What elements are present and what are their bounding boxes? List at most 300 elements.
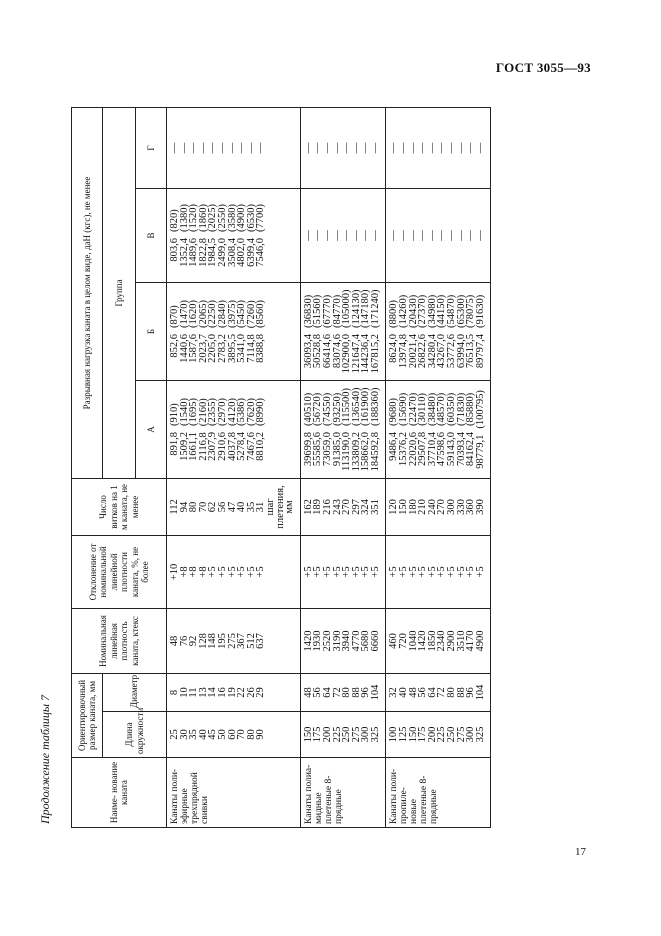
rope-name: Канаты полиа- мидные плетеные 8-прядные	[300, 758, 386, 828]
twists-value: 270	[436, 499, 448, 515]
diam-value: 32	[388, 687, 400, 698]
twists-value: 300	[446, 499, 458, 515]
twists-value: 243	[331, 499, 343, 515]
deviation-value: +5	[465, 566, 477, 578]
deviation-value: +5	[236, 566, 248, 578]
circ-value: 325	[369, 726, 381, 743]
density-value: 4170	[465, 630, 477, 652]
deviation-value: +8	[188, 566, 200, 578]
load-dash: —	[455, 142, 467, 154]
diam-value: 22	[236, 687, 248, 698]
load-dah: 2116,8	[197, 432, 209, 461]
deviation-value: +5	[446, 566, 458, 578]
diam-value: 64	[426, 687, 438, 698]
load-dash: —	[426, 230, 438, 241]
deviation-value: +8	[197, 566, 209, 578]
circ-value: 175	[417, 726, 429, 743]
load-a-cell	[300, 380, 386, 478]
density-value: 4770	[350, 630, 362, 652]
load-kgf: (9680)	[388, 398, 400, 427]
load-kgf: (93250)	[331, 392, 343, 427]
density-value: 5680	[360, 630, 372, 652]
load-kgf: (3580)	[226, 204, 238, 233]
load-kgf: (8990)	[255, 398, 267, 427]
circ-value: 125	[398, 726, 410, 743]
diam-value: 104	[474, 684, 486, 701]
load-dah: 26822,6	[417, 334, 429, 369]
circ-value: 150	[302, 726, 314, 743]
diameter-cell	[300, 673, 386, 711]
load-kgf: (1470)	[178, 300, 190, 329]
deviation-cell	[386, 535, 491, 608]
deviation-value: +5	[426, 566, 438, 578]
circ-value: 200	[321, 726, 333, 743]
load-dah: 158662,0	[360, 432, 372, 472]
diam-value: 88	[455, 687, 467, 698]
deviation-cell	[300, 535, 386, 608]
deviation-cell	[167, 535, 301, 608]
load-kgf: (67770)	[321, 294, 333, 329]
load-dash: —	[388, 142, 400, 154]
load-value	[371, 286, 381, 377]
twists-value: 112	[169, 499, 180, 515]
load-v-cell	[167, 188, 301, 282]
load-dah: 2910,6	[216, 432, 228, 461]
load-kgf: (1695)	[188, 398, 200, 427]
load-kgf: (38480)	[426, 392, 438, 427]
density-value: 2340	[436, 630, 448, 652]
density-value: 3190	[331, 630, 343, 652]
header-size: Ориентировочный размер каната, мм	[72, 673, 103, 757]
diam-value: 80	[341, 687, 353, 698]
load-dah: 70393,4	[455, 432, 467, 467]
density-value: 3510	[455, 630, 467, 652]
load-kgf: (1540)	[178, 398, 190, 427]
deviation-value: +5	[312, 566, 324, 578]
diam-value: 80	[446, 687, 458, 698]
load-dash: —	[474, 230, 486, 241]
load-kgf: (2970)	[216, 398, 228, 427]
density-value: 1420	[417, 630, 429, 652]
circumference-cell	[300, 712, 386, 758]
load-kgf: (3975)	[226, 300, 238, 329]
load-dah: 34280,4	[426, 334, 438, 369]
twists-value: 351	[369, 499, 381, 515]
load-dah: 133809,2	[350, 432, 362, 472]
twists-value: 70	[197, 501, 209, 513]
diam-value: 40	[398, 687, 410, 698]
load-dash: —	[312, 230, 324, 241]
twists-value: 330	[455, 499, 467, 515]
diam-value: 13	[197, 687, 209, 698]
rope-specs-table	[71, 107, 491, 828]
header-twists: Число витков на 1 м каната, не менее	[72, 478, 167, 535]
load-kgf: (4900)	[236, 204, 248, 233]
diam-value: 10	[178, 687, 190, 698]
load-dash: —	[426, 142, 438, 154]
load-dash: —	[407, 230, 419, 241]
load-dah: 43267,0	[436, 334, 448, 369]
rope-name: Канаты поли- пропиле- новые плетеные 8-прядные	[386, 758, 491, 828]
header-load: Разрывная нагрузка каната в целом виде, даН (кгс), не менее	[72, 107, 103, 478]
circumference-cell	[167, 712, 301, 758]
density-value: 2520	[321, 630, 333, 652]
load-dash: —	[398, 230, 410, 241]
load-kgf: (1380)	[178, 204, 190, 233]
circ-value: 175	[312, 726, 324, 743]
load-dah: 1587,6	[188, 334, 200, 363]
continuation-label: Продолжение таблицы 7	[38, 694, 52, 824]
density-value: 1040	[407, 630, 419, 652]
density-cell	[300, 608, 386, 673]
load-dah: 1822,8	[197, 238, 209, 267]
twists-value: 189	[312, 499, 324, 515]
twists-value: 120	[388, 499, 400, 515]
load-dah: 2307,9	[207, 432, 219, 461]
load-dash: —	[350, 230, 362, 241]
twists-value: 360	[465, 499, 477, 515]
circ-value: 150	[407, 726, 419, 743]
load-dah: 2205,0	[207, 334, 219, 363]
circ-value: 70	[236, 729, 248, 740]
table-row	[386, 107, 491, 827]
twists-value: 324	[360, 499, 372, 515]
diam-value: 11	[188, 687, 200, 698]
load-dah: 5278,4	[236, 432, 248, 461]
twists-value: 35	[245, 501, 257, 513]
load-dash: —	[436, 142, 448, 154]
twists-value: 210	[417, 499, 429, 515]
twists-value: 270	[341, 499, 353, 515]
twists-value: 240	[426, 499, 438, 515]
deviation-value: +5	[255, 566, 267, 578]
header-group-a: А	[136, 380, 167, 478]
load-dash: —	[216, 142, 228, 154]
load-value	[476, 384, 486, 475]
load-dash: —	[446, 230, 458, 241]
load-a-cell	[386, 380, 491, 478]
load-dah: 98779,1	[474, 434, 486, 469]
diam-value: 8	[169, 689, 180, 696]
density-value: 637	[255, 633, 267, 649]
load-dash: —	[341, 230, 353, 241]
load-dah: 1509,2	[178, 432, 190, 461]
header-deviation: Отклонение от номинальной линейной плотности каната, %, не более	[72, 535, 167, 608]
load-dash: —	[474, 142, 486, 154]
deviation-value: +5	[369, 566, 381, 578]
load-dah: 1489,6	[188, 238, 200, 267]
header-group-b: Б	[136, 282, 167, 380]
load-kgf: (22470)	[407, 392, 419, 427]
twists-value: 47	[226, 501, 238, 513]
diam-value: 96	[465, 687, 477, 698]
load-dash: —	[398, 142, 410, 154]
load-kgf: (30110)	[417, 393, 429, 426]
load-dah: 91385,0	[331, 432, 343, 467]
load-dah: 2499,0	[216, 238, 228, 267]
circ-value: 250	[341, 726, 353, 743]
diameter-cell	[167, 673, 301, 711]
load-v-cell	[386, 188, 491, 282]
load-value	[256, 192, 266, 279]
table-body	[167, 107, 491, 827]
circ-value: 40	[197, 729, 209, 740]
load-dash: —	[188, 142, 200, 154]
load-kgf: (74550)	[321, 392, 333, 427]
twists-value: 150	[398, 499, 410, 515]
load-dash: —	[417, 230, 429, 241]
twists-cell	[167, 478, 301, 535]
header-circumference: Длина окружности	[103, 712, 167, 758]
load-dah: 2783,2	[216, 334, 228, 363]
deviation-value: +5	[216, 566, 228, 578]
diam-value: 64	[321, 687, 333, 698]
load-kgf: (820)	[169, 209, 180, 233]
load-kgf: (7620)	[245, 398, 257, 427]
load-dah: 66414,6	[321, 334, 333, 369]
deviation-value: +5	[302, 566, 314, 578]
load-dah: 47598,6	[436, 432, 448, 467]
load-dash: —	[369, 142, 381, 154]
circ-value: 225	[436, 726, 448, 743]
twists-cell	[300, 478, 386, 535]
load-dah: 83074,6	[331, 334, 343, 369]
load-value	[371, 384, 381, 475]
load-dah: 1352,4	[178, 238, 190, 267]
twists-value: 390	[474, 499, 486, 515]
load-kgf: (161900)	[360, 387, 372, 427]
circ-value: 225	[331, 726, 343, 743]
load-dash: —	[436, 230, 448, 241]
load-kgf: (2550)	[216, 204, 228, 233]
deviation-value: +5	[341, 566, 353, 578]
twists-value: 31	[255, 501, 267, 513]
density-value: 148	[207, 633, 219, 649]
load-dah: 73059,0	[321, 432, 333, 467]
load-dash: —	[226, 142, 238, 154]
load-kgf: (2025)	[207, 204, 219, 233]
load-dah: 53772,6	[446, 334, 458, 369]
load-dash: —	[360, 142, 372, 154]
load-dash: —	[369, 230, 381, 241]
load-dah: 8624,0	[388, 334, 400, 363]
density-value: 1850	[426, 630, 438, 652]
load-dah: 144236,4	[360, 334, 372, 374]
load-kgf: (136540)	[350, 387, 362, 427]
circ-value: 80	[245, 729, 257, 740]
density-value: 6660	[369, 630, 381, 652]
density-value: 195	[216, 633, 228, 649]
load-kgf: (7700)	[255, 204, 267, 233]
rope-name: Канаты поли- эфирные трехпрядной свивки	[167, 758, 301, 828]
load-dah: 184592,8	[369, 432, 381, 472]
twists-value: 94	[178, 501, 190, 513]
load-dah: 37710,4	[426, 432, 438, 467]
load-dah: 4802,0	[236, 238, 248, 267]
circ-value: 60	[226, 729, 238, 740]
twists-value: 216	[321, 499, 333, 515]
deviation-value: +5	[360, 566, 372, 578]
load-kgf: (7260)	[245, 300, 257, 329]
load-dah: 113190,0	[341, 432, 353, 472]
density-value: 3940	[341, 630, 353, 652]
load-dash: —	[255, 142, 267, 154]
density-value: 92	[188, 635, 200, 647]
density-value: 1420	[302, 630, 314, 652]
load-kgf: (171240)	[369, 289, 381, 329]
load-kgf: (1620)	[188, 300, 200, 329]
header-density: Номинальная линейная плотность каната, ктекс	[72, 608, 167, 673]
load-kgf: (54870)	[446, 294, 458, 329]
load-dah: 7546,0	[255, 238, 267, 267]
load-dash: —	[341, 142, 353, 154]
density-value: 76	[178, 635, 190, 647]
density-value: 460	[388, 633, 400, 649]
load-kgf: (78075)	[465, 294, 477, 329]
twists-value: 80	[188, 501, 200, 513]
circ-value: 300	[465, 726, 477, 743]
load-dah: 852,6	[169, 334, 180, 358]
diam-value: 29	[255, 687, 267, 698]
standard-code: ГОСТ 3055—93	[495, 60, 591, 75]
load-kgf: (44150)	[436, 294, 448, 329]
load-g-cell	[386, 107, 491, 188]
load-dah: 13974,8	[398, 334, 410, 369]
density-cell	[386, 608, 491, 673]
load-dah: 39699,8	[302, 432, 314, 467]
load-dah: 5341,0	[236, 334, 248, 363]
deviation-value: +5	[436, 566, 448, 578]
load-dash: —	[169, 142, 180, 154]
load-kgf: (65300)	[455, 294, 467, 329]
twists-value: 56	[216, 501, 228, 513]
circ-value: 50	[216, 729, 228, 740]
load-kgf: (8800)	[388, 300, 400, 329]
table-7-continuation	[71, 108, 581, 828]
twists-value: 40	[236, 501, 248, 513]
circ-value: 100	[388, 726, 400, 743]
diameter-cell	[386, 673, 491, 711]
load-kgf: (870)	[169, 305, 180, 329]
load-dah: 2023,7	[197, 334, 209, 363]
deviation-value: +5	[398, 566, 410, 578]
deviation-value: +5	[388, 566, 400, 578]
load-kgf: (85880)	[465, 392, 477, 427]
header-group: Группа	[103, 107, 136, 478]
circ-value: 35	[188, 729, 200, 740]
load-g-cell	[300, 107, 386, 188]
load-dash: —	[321, 142, 333, 154]
load-dash: —	[245, 142, 257, 154]
load-dash: —	[178, 142, 190, 154]
load-kgf: (1520)	[188, 204, 200, 233]
twists-value: 62	[207, 501, 219, 513]
load-dah: 9486,4	[388, 432, 400, 461]
load-kgf: (115500)	[341, 387, 353, 427]
deviation-value: +5	[321, 566, 333, 578]
deviation-value: +8	[178, 566, 190, 578]
load-dah: 803,6	[169, 238, 180, 262]
load-dash: —	[407, 142, 419, 154]
load-kgf: (2065)	[197, 300, 209, 329]
load-kgf: (27370)	[417, 294, 429, 329]
load-dah: 4037,8	[226, 432, 238, 461]
load-kgf: (6530)	[245, 204, 257, 233]
load-a-cell	[167, 380, 301, 478]
load-kgf: (51560)	[312, 294, 324, 329]
load-dash: —	[465, 230, 477, 241]
load-kgf: (2160)	[197, 398, 209, 427]
circ-value: 300	[360, 726, 372, 743]
load-dash: —	[417, 142, 429, 154]
deviation-value: +5	[474, 566, 486, 578]
header-group-g: Г	[136, 107, 167, 188]
load-dash: —	[331, 230, 343, 241]
diam-value: 72	[436, 687, 448, 698]
deviation-value: +5	[350, 566, 362, 578]
circ-value: 25	[169, 729, 180, 740]
density-value: 1930	[312, 630, 324, 652]
diam-value: 96	[360, 687, 372, 698]
load-dah: 20021,4	[407, 334, 419, 369]
load-dah: 6399,4	[245, 238, 257, 267]
density-value: 128	[197, 633, 209, 649]
density-value: 275	[226, 633, 238, 649]
twists-note: шаг плетения, мм	[264, 485, 296, 529]
diam-value: 88	[350, 687, 362, 698]
load-dash: —	[360, 230, 372, 241]
load-dah: 55585,6	[312, 432, 324, 467]
load-value	[256, 384, 266, 475]
load-dash: —	[388, 230, 400, 241]
header-group-v: В	[136, 188, 167, 282]
load-dah: 102900,0	[341, 334, 353, 374]
circ-value: 200	[426, 726, 438, 743]
load-dah: 7114,8	[245, 334, 257, 363]
circ-value: 250	[446, 726, 458, 743]
load-dah: 1984,5	[207, 238, 219, 267]
twists-value: 162	[302, 499, 314, 515]
load-kgf: (8560)	[255, 300, 267, 329]
load-kgf: (48570)	[436, 392, 448, 427]
load-dash: —	[236, 142, 248, 154]
header-diameter: Диаметр	[103, 673, 167, 711]
diam-value: 19	[226, 687, 238, 698]
deviation-value: +10	[169, 563, 180, 581]
deviation-value: +5	[407, 566, 419, 578]
circ-value: 30	[178, 729, 190, 740]
load-kgf: (36830)	[302, 294, 314, 329]
density-value: 512	[245, 633, 257, 649]
load-kgf: (91630)	[474, 294, 486, 329]
page-number: 17	[575, 846, 586, 858]
load-b-cell	[386, 282, 491, 380]
load-dash: —	[321, 230, 333, 241]
load-kgf: (71830)	[455, 392, 467, 427]
density-value: 4900	[474, 630, 486, 652]
load-dah: 3508,4	[226, 238, 238, 267]
density-value: 2900	[446, 630, 458, 652]
load-dash: —	[302, 142, 314, 154]
load-dah: 29507,8	[417, 431, 429, 466]
load-kgf: (40510)	[302, 392, 314, 427]
load-dah: 76513,5	[465, 334, 477, 369]
circ-value: 275	[455, 726, 467, 743]
table-row	[167, 107, 301, 827]
deviation-value: +5	[226, 566, 238, 578]
load-dah: 7467,6	[245, 432, 257, 461]
twists-value: 297	[350, 499, 362, 515]
